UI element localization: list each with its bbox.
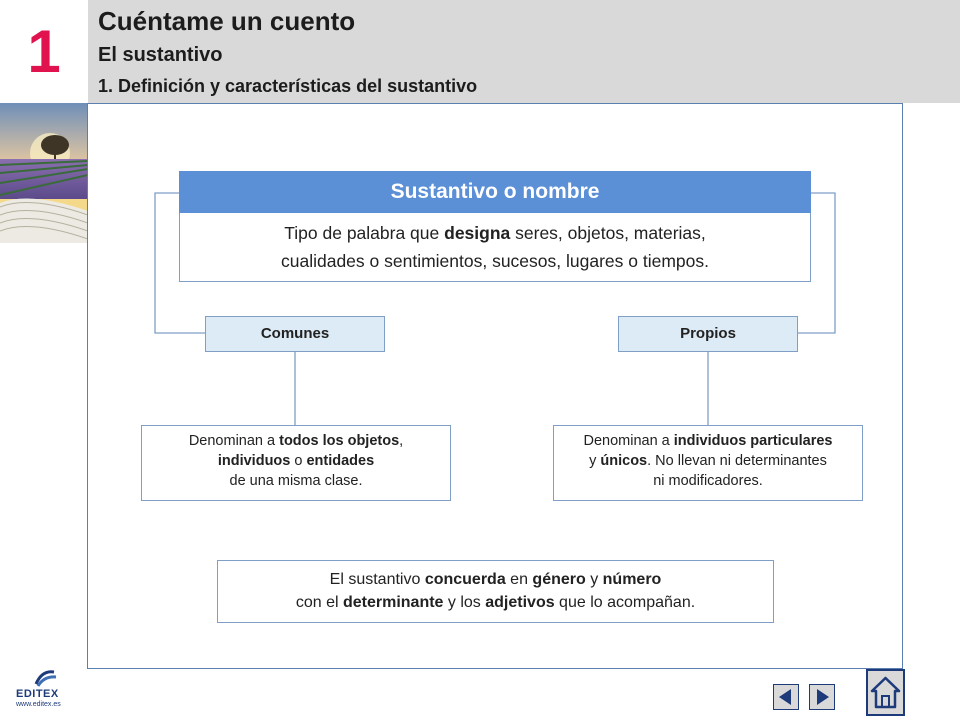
page-subtitle: El sustantivo bbox=[98, 44, 223, 66]
page-title: Cuéntame un cuento bbox=[98, 6, 356, 36]
concept-definition: Tipo de palabra que designa seres, objetos, materias, cualidades o sentimientos, sucesos, lugares o tiempos. bbox=[179, 213, 811, 282]
concept-heading: Sustantivo o nombre bbox=[179, 171, 811, 213]
editex-logo-icon bbox=[14, 668, 70, 688]
logo-text: EDITEX bbox=[16, 688, 59, 700]
next-button[interactable] bbox=[809, 684, 835, 710]
unit-number: 1 bbox=[0, 0, 88, 103]
book-landscape-image bbox=[0, 103, 88, 243]
section-title: 1. Definición y características del sustantivo bbox=[98, 76, 478, 96]
comunes-description: Denominan a todos los objetos, individuos o entidades de una misma clase. bbox=[141, 425, 451, 501]
category-propios: Propios bbox=[618, 316, 798, 352]
home-icon bbox=[868, 671, 903, 714]
agreement-note: El sustantivo concuerda en género y número con el determinante y los adjetivos que lo acompañan. bbox=[217, 560, 774, 623]
arrow-left-icon bbox=[774, 685, 798, 709]
prev-button[interactable] bbox=[773, 684, 799, 710]
propios-description: Denominan a individuos particulares y únicos. No llevan ni determinantes ni modificadores. bbox=[553, 425, 863, 501]
category-comunes: Comunes bbox=[205, 316, 385, 352]
arrow-right-icon bbox=[810, 685, 834, 709]
home-button[interactable] bbox=[866, 669, 905, 716]
logo-url: www.editex.es bbox=[16, 701, 61, 708]
